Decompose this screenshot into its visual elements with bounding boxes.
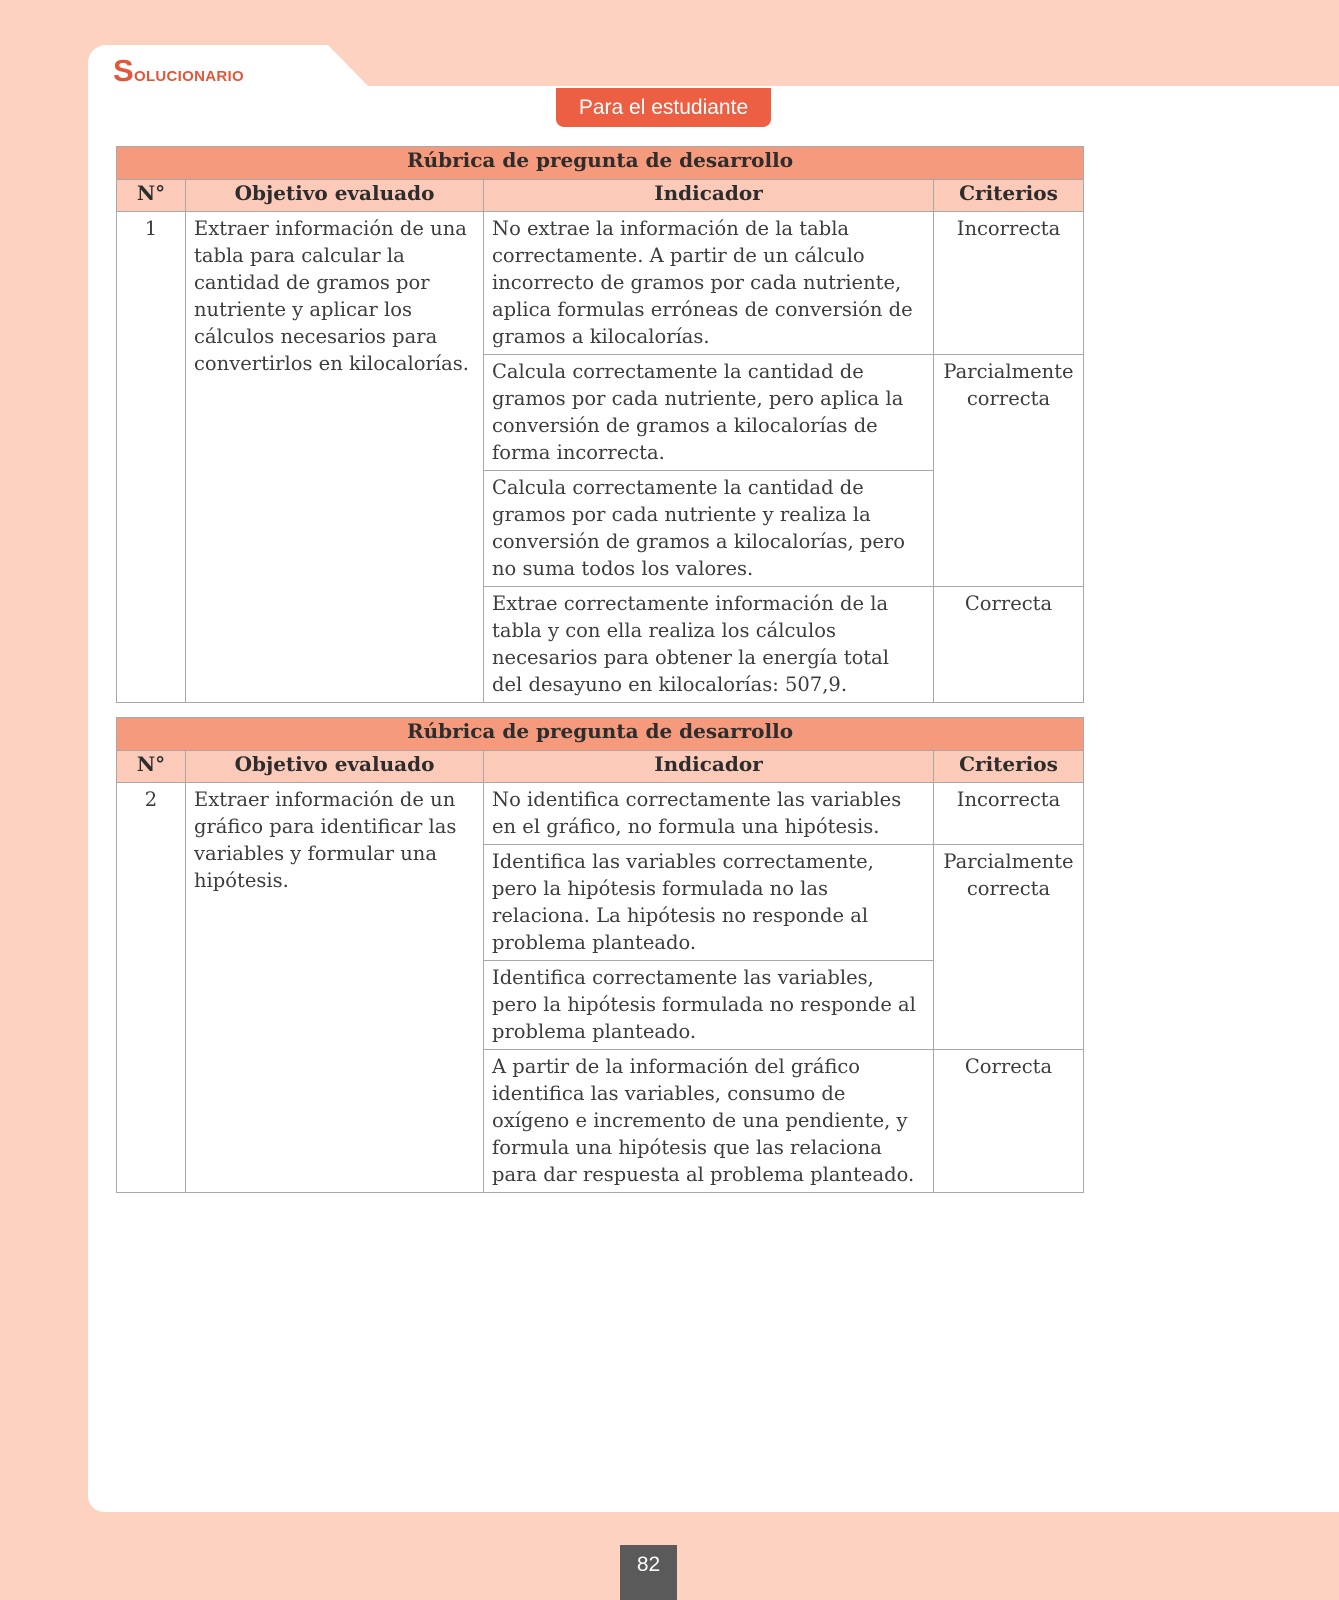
column-header-criteria: Criterios bbox=[934, 751, 1084, 783]
section-title bbox=[113, 53, 244, 89]
column-header-criteria: Criterios bbox=[934, 180, 1084, 212]
page-number: 82 bbox=[620, 1545, 677, 1600]
criteria-cell: Parcialmente correcta bbox=[934, 355, 1084, 587]
question-number: 1 bbox=[117, 212, 186, 703]
rubric-table-1 bbox=[116, 146, 1084, 703]
table-row bbox=[117, 212, 1084, 355]
audience-badge: Para el estudiante bbox=[556, 88, 771, 127]
indicator-cell: Extrae correctamente información de la tabla y con ella realiza los cálculos necesarios para obtener la energía total del desayuno en kilocalorías: 507,9. bbox=[484, 587, 934, 703]
indicator-cell: A partir de la información del gráfico identifica las variables, consumo de oxígeno e incremento de una pendiente, y formula una hipótesis que las relaciona para dar respuesta al problema planteado. bbox=[484, 1050, 934, 1193]
criteria-cell: Incorrecta bbox=[934, 212, 1084, 355]
question-number: 2 bbox=[117, 783, 186, 1193]
indicator-cell: Identifica correctamente las variables, pero la hipótesis formulada no responde al problema planteado. bbox=[484, 961, 934, 1050]
indicator-cell: No identifica correctamente las variables en el gráfico, no formula una hipótesis. bbox=[484, 783, 934, 845]
criteria-cell: Correcta bbox=[934, 587, 1084, 703]
indicator-cell: Identifica las variables correctamente, pero la hipótesis formulada no las relaciona. La hipótesis no responde al problema planteado. bbox=[484, 845, 934, 961]
objective-cell: Extraer información de un gráfico para identificar las variables y formular una hipótesis. bbox=[186, 783, 484, 1193]
column-header-objective: Objetivo evaluado bbox=[186, 751, 484, 783]
rubric-table-2 bbox=[116, 717, 1084, 1193]
indicator-cell: Calcula correctamente la cantidad de gramos por cada nutriente, pero aplica la conversión de gramos a kilocalorías de forma incorrecta. bbox=[484, 355, 934, 471]
rubric-title: Rúbrica de pregunta de desarrollo bbox=[117, 147, 1084, 180]
column-header-number: N° bbox=[117, 751, 186, 783]
column-header-objective: Objetivo evaluado bbox=[186, 180, 484, 212]
objective-cell: Extraer información de una tabla para calcular la cantidad de gramos por nutriente y aplicar los cálculos necesarios para convertirlos en kilocalorías. bbox=[186, 212, 484, 703]
criteria-cell: Incorrecta bbox=[934, 783, 1084, 845]
section-title-initial: S bbox=[113, 53, 134, 88]
criteria-cell: Parcialmente correcta bbox=[934, 845, 1084, 1050]
indicator-cell: Calcula correctamente la cantidad de gramos por cada nutriente y realiza la conversión de gramos a kilocalorías, pero no suma todos los valores. bbox=[484, 471, 934, 587]
column-header-number: N° bbox=[117, 180, 186, 212]
rubric-title: Rúbrica de pregunta de desarrollo bbox=[117, 718, 1084, 751]
table-row bbox=[117, 783, 1084, 845]
indicator-cell: No extrae la información de la tabla correctamente. A partir de un cálculo incorrecto de gramos por cada nutriente, aplica formulas erróneas de conversión de gramos a kilocalorías. bbox=[484, 212, 934, 355]
criteria-cell: Correcta bbox=[934, 1050, 1084, 1193]
column-header-indicator: Indicador bbox=[484, 180, 934, 212]
column-header-indicator: Indicador bbox=[484, 751, 934, 783]
section-title-rest: olucionario bbox=[133, 61, 244, 86]
